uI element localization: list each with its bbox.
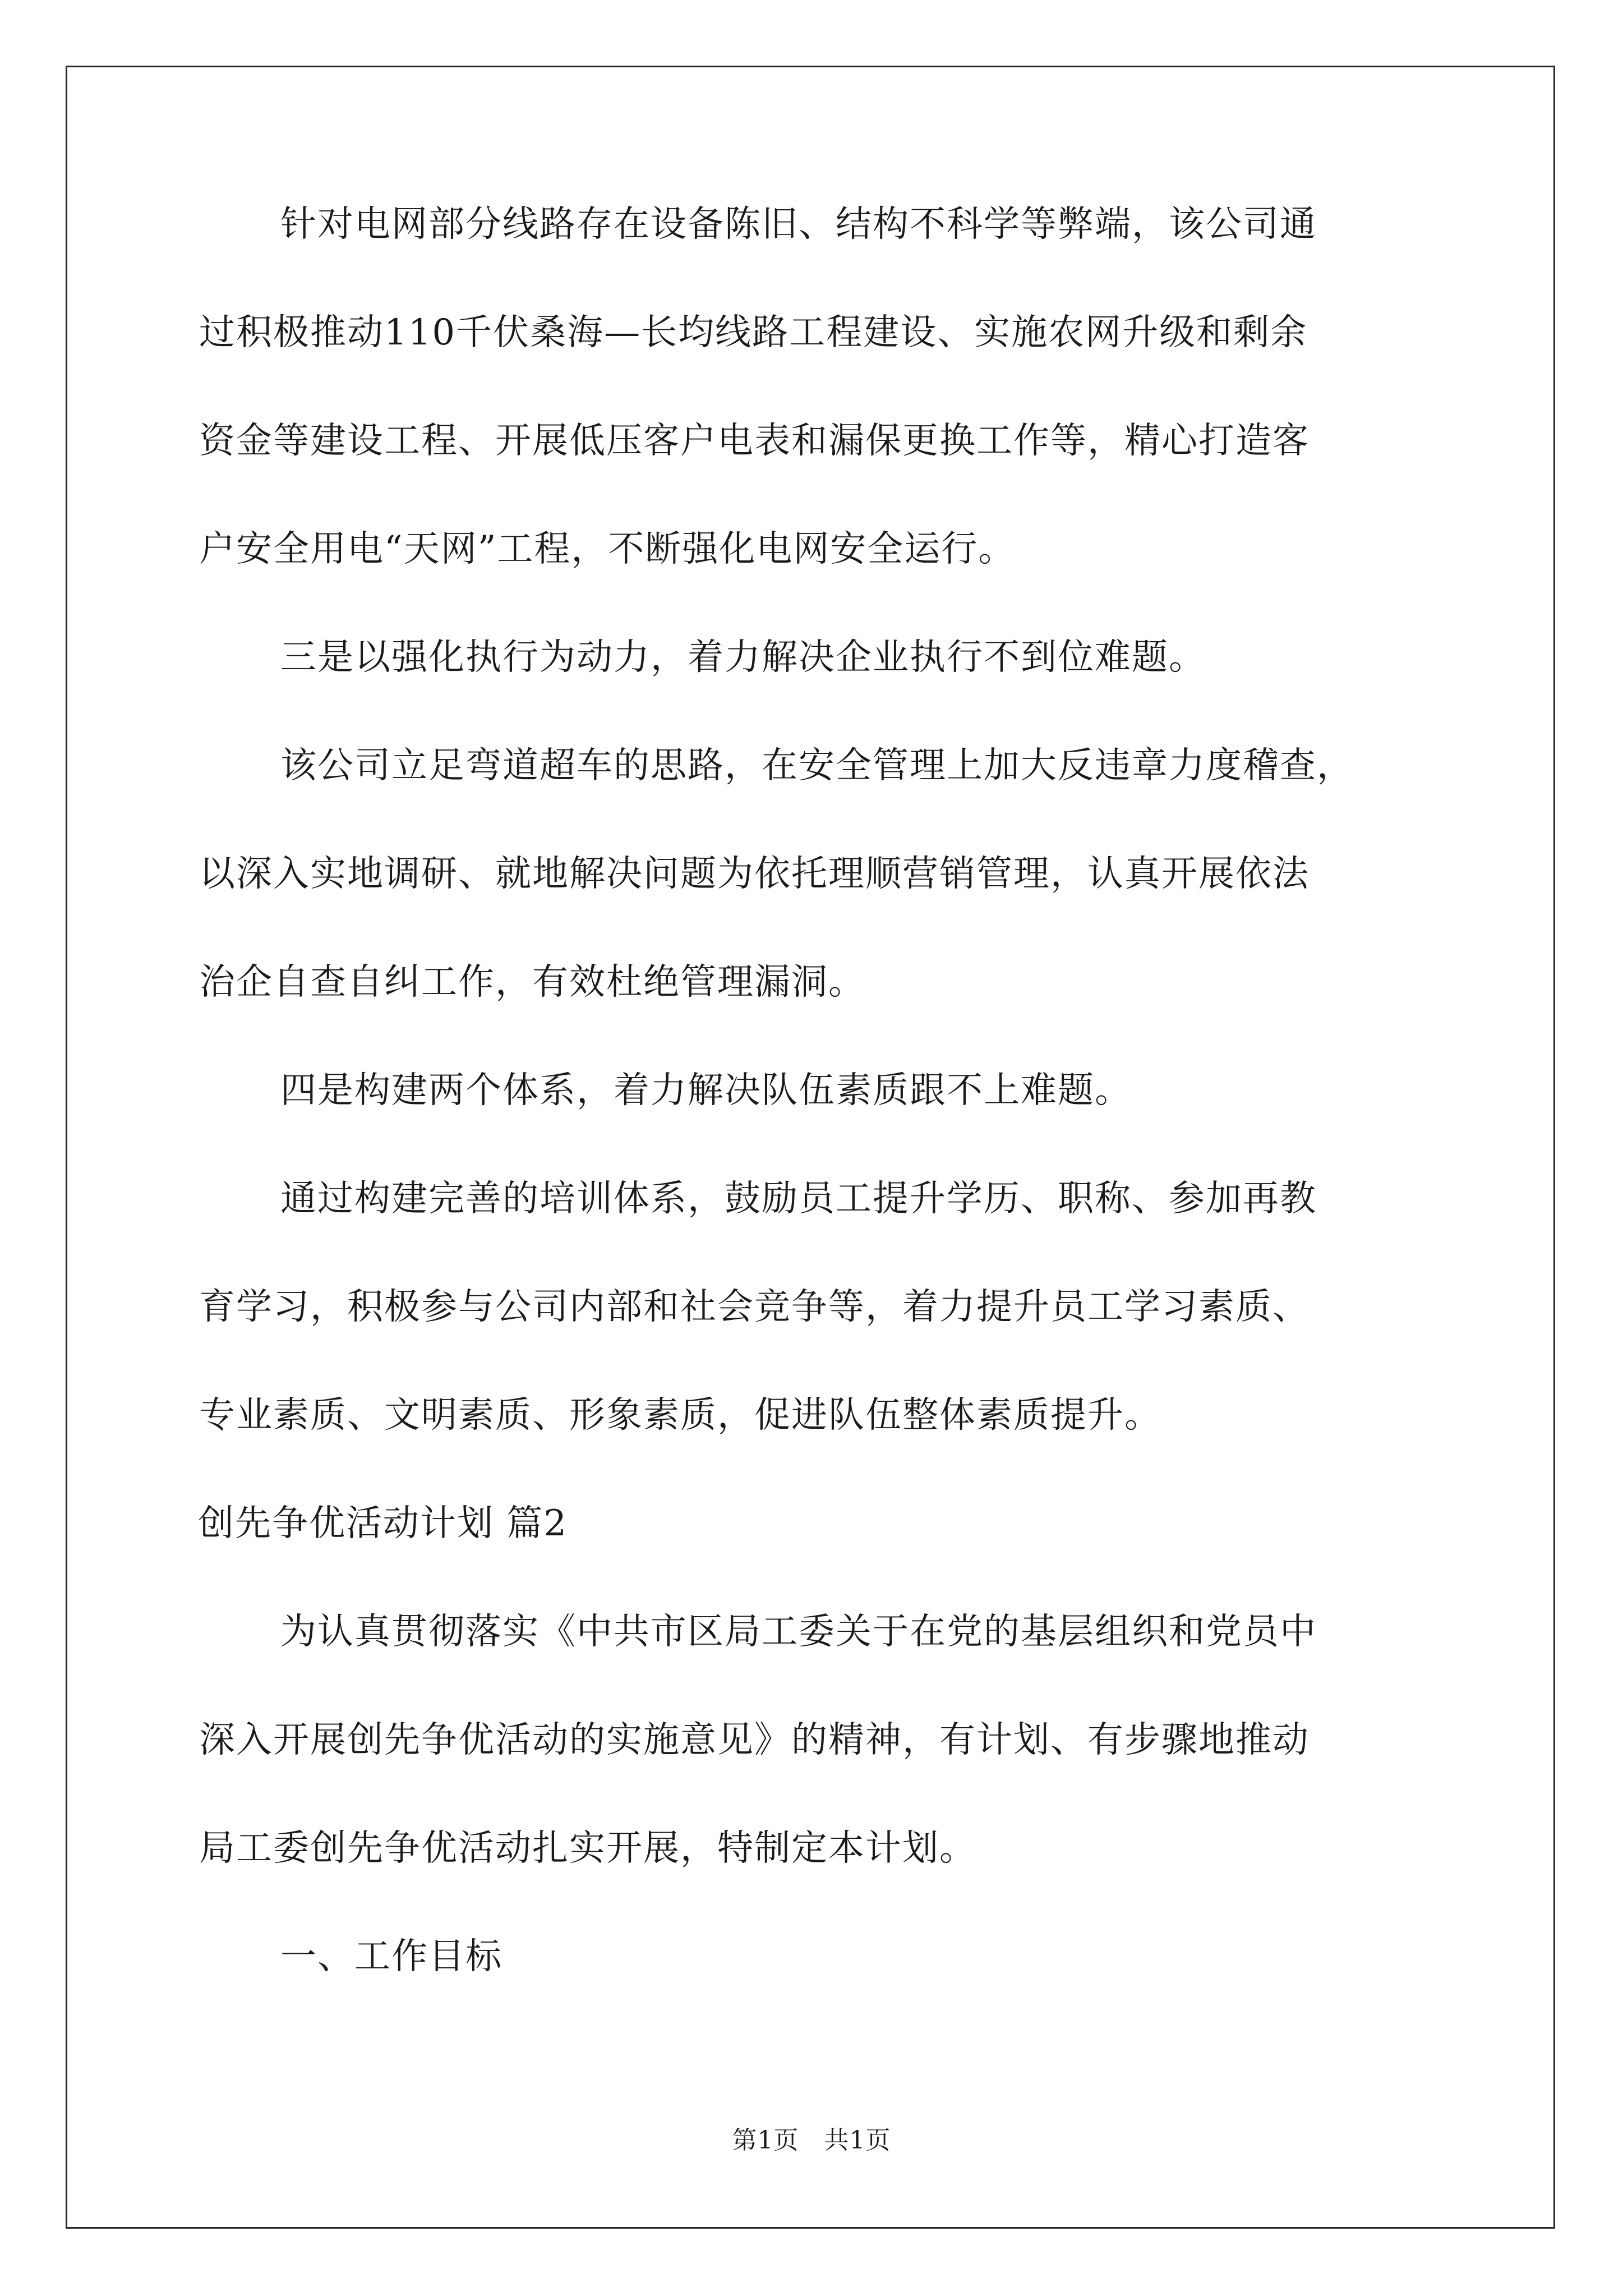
text-line: 治企自查自纠工作，有效杜绝管理漏洞。	[199, 961, 865, 1003]
text-line: 深入开展创先争优活动的实施意见》的精神，有计划、有步骤地推动	[199, 1719, 1310, 1761]
text-line: 过积极推动110千伏桑海—长均线路工程建设、实施农网升级和剩余	[199, 312, 1308, 353]
text-line: 针对电网部分线路存在设备陈旧、结构不科学等弊端，该公司通	[280, 204, 1317, 245]
text-line: 四是构建两个体系，着力解决队伍素质跟不上难题。	[280, 1070, 1132, 1111]
text-line: 通过构建完善的培训体系，鼓励员工提升学历、职称、参加再教	[280, 1178, 1317, 1220]
text-line: 资金等建设工程、开展低压客户电表和漏保更换工作等，精心打造客	[199, 420, 1310, 462]
section-heading	[199, 1498, 1433, 1549]
text-line: 一、工作目标	[280, 1936, 502, 1977]
page-footer: 第1页 共1页	[732, 2126, 891, 2155]
document-body	[199, 199, 1433, 2040]
text-line: 以深入实地调研、就地解决问题为依托理顺营销管理，认真开展依法	[199, 853, 1310, 895]
paragraph	[199, 1174, 1433, 1441]
paragraph	[199, 632, 1433, 683]
paragraph	[199, 1065, 1433, 1116]
text-line: 育学习，积极参与公司内部和社会竞争等，着力提升员工学习素质、	[199, 1286, 1310, 1328]
paragraph	[199, 199, 1433, 574]
paragraph	[199, 740, 1433, 1007]
text-line: 专业素质、文明素质、形象素质，促进队伍整体素质提升。	[199, 1395, 1161, 1436]
text-line: 三是以强化执行为动力，着力解决企业执行不到位难题。	[280, 637, 1206, 678]
text-line: 局工委创先争优活动扎实开展，特制定本计划。	[199, 1828, 976, 1869]
text-line: 创先争优活动计划 篇2	[198, 1503, 568, 1544]
paragraph	[199, 1607, 1433, 1874]
text-line: 该公司立足弯道超车的思路，在安全管理上加大反违章力度稽查，	[280, 745, 1354, 786]
text-line: 为认真贯彻落实《中共市区局工委关于在党的基层组织和党员中	[280, 1611, 1317, 1653]
paragraph	[199, 1931, 1433, 1982]
text-line: 户安全用电“天网”工程，不断强化电网安全运行。	[199, 528, 1016, 570]
